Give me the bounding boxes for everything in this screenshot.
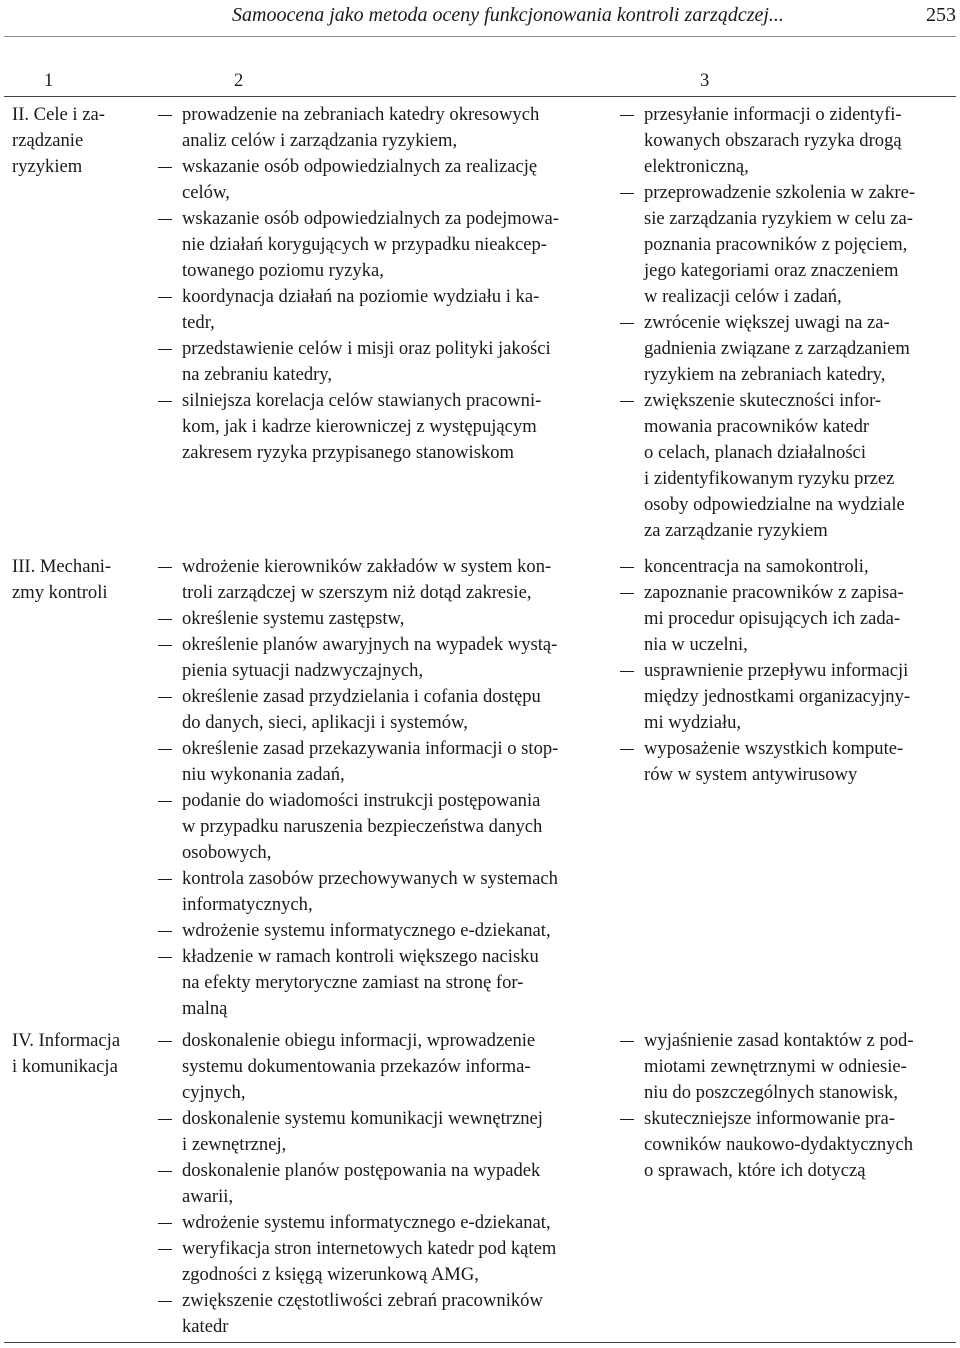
list-item-line: określenie zasad przydzielania i cofania dostępu xyxy=(182,686,541,707)
list-item-line: rów w system antywirusowy xyxy=(644,764,858,785)
list-item-line: informatycznych, xyxy=(182,894,313,915)
list-item-line: o sprawach, które ich dotyczą xyxy=(644,1160,866,1181)
list-item-line: sie zarządzania ryzykiem w celu za- xyxy=(644,208,913,229)
page-number: 253 xyxy=(926,4,956,26)
list-item xyxy=(158,336,608,388)
list-item-line: zakresem ryzyka przypisanego stanowiskom xyxy=(182,442,515,463)
column-number-2: 2 xyxy=(234,70,244,91)
list-item-line: wskazanie osób odpowiedzialnych za realizację xyxy=(182,156,538,177)
list-item-line: wyposażenie wszystkich kompute- xyxy=(644,738,904,759)
list-item xyxy=(158,1288,608,1340)
list-item xyxy=(620,658,950,736)
list-item xyxy=(158,284,608,336)
list-item xyxy=(620,1106,950,1184)
list-item xyxy=(620,102,950,180)
section-label-line: ryzykiem xyxy=(12,156,83,177)
list-item-line: systemu dokumentowania przekazów informa- xyxy=(182,1056,531,1077)
list-item-line: mi wydziału, xyxy=(644,712,742,733)
list-item xyxy=(158,102,608,154)
section-label-line: IV. Informacja xyxy=(12,1030,121,1051)
table-bottom-rule xyxy=(4,1342,956,1343)
list-item-line: prowadzenie na zebraniach katedry okresowych xyxy=(182,104,540,125)
list-item-line: osobowych, xyxy=(182,842,272,863)
actions-list xyxy=(158,1028,608,1340)
section-label xyxy=(12,102,142,180)
list-item-line: na zebraniu katedry, xyxy=(182,364,333,385)
section-label-line: II. Cele i za- xyxy=(12,104,105,125)
list-item-line: wdrożenie kierowników zakładów w system kon- xyxy=(182,556,552,577)
list-item-line: poznania pracowników z pojęciem, xyxy=(644,234,908,255)
list-item-line: za zarządzanie ryzykiem xyxy=(644,520,828,541)
list-item-line: zwiększenie skuteczności infor- xyxy=(644,390,882,411)
list-item-line: usprawnienie przepływu informacji xyxy=(644,660,909,681)
list-item xyxy=(158,788,608,866)
list-item-line: kładzenie w ramach kontroli większego nacisku xyxy=(182,946,539,967)
column-number-3: 3 xyxy=(700,70,710,91)
list-item-line: i zewnętrznej, xyxy=(182,1134,287,1155)
list-item-line: określenie planów awaryjnych na wypadek wystą- xyxy=(182,634,558,655)
list-item-line: przeprowadzenie szkolenia w zakre- xyxy=(644,182,916,203)
list-item-line: zgodności z księgą wizerunkową AMG, xyxy=(182,1264,479,1285)
list-item-line: zwiększenie częstotliwości zebrań pracowników xyxy=(182,1290,543,1311)
list-item-line: silniejsza korelacja celów stawianych pracowni- xyxy=(182,390,542,411)
list-item xyxy=(158,1210,608,1236)
list-item xyxy=(158,1028,608,1106)
recommendations-list xyxy=(620,102,950,544)
list-item-line: niu wykonania zadań, xyxy=(182,764,345,785)
list-item-line: koncentracja na samokontroli, xyxy=(644,556,869,577)
recommendations-list xyxy=(620,1028,950,1184)
list-item-line: doskonalenie systemu komunikacji wewnętrznej xyxy=(182,1108,543,1129)
list-item xyxy=(158,866,608,918)
column-header-row xyxy=(0,68,960,96)
list-item-line: wdrożenie systemu informatycznego e-dziekanat, xyxy=(182,920,551,941)
list-item-line: gadnienia związane z zarządzaniem xyxy=(644,338,910,359)
list-item-line: określenie zasad przekazywania informacji o stop- xyxy=(182,738,559,759)
list-item-line: celów, xyxy=(182,182,230,203)
list-item-line: wdrożenie systemu informatycznego e-dziekanat, xyxy=(182,1212,551,1233)
header-rule xyxy=(4,36,956,37)
list-item-line: wskazanie osób odpowiedzialnych za podejmowa- xyxy=(182,208,559,229)
list-item xyxy=(620,554,950,580)
list-item-line: tedr, xyxy=(182,312,215,333)
list-item-line: podanie do wiadomości instrukcji postępowania xyxy=(182,790,541,811)
list-item-line: nie działań korygujących w przypadku nieakcep- xyxy=(182,234,548,255)
section-label-line: i komunikacja xyxy=(12,1056,118,1077)
list-item xyxy=(158,918,608,944)
list-item-line: kontrola zasobów przechowywanych w systemach xyxy=(182,868,558,889)
running-header xyxy=(0,0,960,30)
list-item-line: kom, jak i kadrze kierowniczej z występującym xyxy=(182,416,537,437)
list-item xyxy=(620,736,950,788)
list-item xyxy=(158,206,608,284)
list-item xyxy=(158,1236,608,1288)
list-item-line: wyjaśnienie zasad kontaktów z pod- xyxy=(644,1030,914,1051)
list-item-line: w przypadku naruszenia bezpieczeństwa danych xyxy=(182,816,543,837)
list-item xyxy=(158,1158,608,1210)
list-item-line: doskonalenie planów postępowania na wypadek xyxy=(182,1160,541,1181)
list-item xyxy=(620,1028,950,1106)
list-item-line: koordynacja działań na poziomie wydziału i ka- xyxy=(182,286,540,307)
list-item-line: między jednostkami organizacyjny- xyxy=(644,686,911,707)
list-item xyxy=(158,554,608,606)
list-item-line: doskonalenie obiegu informacji, wprowadzenie xyxy=(182,1030,536,1051)
list-item-line: i zidentyfikowanym ryzyku przez xyxy=(644,468,895,489)
list-item xyxy=(620,180,950,310)
list-item-line: mowania pracowników katedr xyxy=(644,416,870,437)
list-item-line: przesyłanie informacji o zidentyfi- xyxy=(644,104,902,125)
list-item-line: malną xyxy=(182,998,228,1019)
list-item-line: osoby odpowiedzialne na wydziale xyxy=(644,494,905,515)
list-item-line: awarii, xyxy=(182,1186,234,1207)
list-item-line: towanego poziomu ryzyka, xyxy=(182,260,384,281)
list-item-line: troli zarządczej w szerszym niż dotąd zakresie, xyxy=(182,582,532,603)
column-number-1: 1 xyxy=(44,70,54,91)
list-item-line: jego kategoriami oraz znaczeniem xyxy=(644,260,899,281)
list-item-line: o celach, planach działalności xyxy=(644,442,866,463)
recommendations-list xyxy=(620,554,950,788)
list-item xyxy=(158,632,608,684)
list-item-line: ryzykiem na zebraniach katedry, xyxy=(644,364,886,385)
list-item-line: kowanych obszarach ryzyka drogą xyxy=(644,130,902,151)
list-item xyxy=(620,310,950,388)
list-item xyxy=(158,684,608,736)
section-label-line: zmy kontroli xyxy=(12,582,108,603)
list-item xyxy=(620,580,950,658)
list-item-line: pienia sytuacji nadzwyczajnych, xyxy=(182,660,424,681)
list-item-line: cyjnych, xyxy=(182,1082,246,1103)
list-item xyxy=(158,736,608,788)
list-item-line: zwrócenie większej uwagi na za- xyxy=(644,312,890,333)
section-label xyxy=(12,1028,142,1080)
list-item xyxy=(158,606,608,632)
list-item-line: przedstawienie celów i misji oraz polityki jakości xyxy=(182,338,551,359)
section-label-line: III. Mechani- xyxy=(12,556,112,577)
list-item-line: skuteczniejsze informowanie pra- xyxy=(644,1108,895,1129)
running-title: Samoocena jako metoda oceny funkcjonowania kontroli zarządczej... xyxy=(232,4,784,26)
list-item-line: na efekty merytoryczne zamiast na stronę for- xyxy=(182,972,524,993)
list-item-line: określenie systemu zastępstw, xyxy=(182,608,405,629)
list-item xyxy=(158,944,608,1022)
list-item-line: do danych, sieci, aplikacji i systemów, xyxy=(182,712,468,733)
list-item xyxy=(620,388,950,544)
list-item-line: elektroniczną, xyxy=(644,156,749,177)
list-item-line: nia w uczelni, xyxy=(644,634,748,655)
section-label xyxy=(12,554,142,606)
list-item xyxy=(158,388,608,466)
section-label-line: rządzanie xyxy=(12,130,84,151)
list-item-line: katedr xyxy=(182,1316,229,1337)
list-item-line: mi procedur opisujących ich zada- xyxy=(644,608,901,629)
list-item-line: weryfikacja stron internetowych katedr pod kątem xyxy=(182,1238,557,1259)
actions-list xyxy=(158,554,608,1022)
list-item-line: niu do poszczególnych stanowisk, xyxy=(644,1082,899,1103)
list-item-line: w realizacji celów i zadań, xyxy=(644,286,842,307)
actions-list xyxy=(158,102,608,466)
list-item xyxy=(158,154,608,206)
list-item-line: miotami zewnętrznymi w odniesie- xyxy=(644,1056,907,1077)
list-item-line: analiz celów i zarządzania ryzykiem, xyxy=(182,130,458,151)
column-header-rule xyxy=(4,96,956,97)
list-item xyxy=(158,1106,608,1158)
list-item-line: cowników naukowo-dydaktycznych xyxy=(644,1134,914,1155)
list-item-line: zapoznanie pracowników z zapisa- xyxy=(644,582,904,603)
